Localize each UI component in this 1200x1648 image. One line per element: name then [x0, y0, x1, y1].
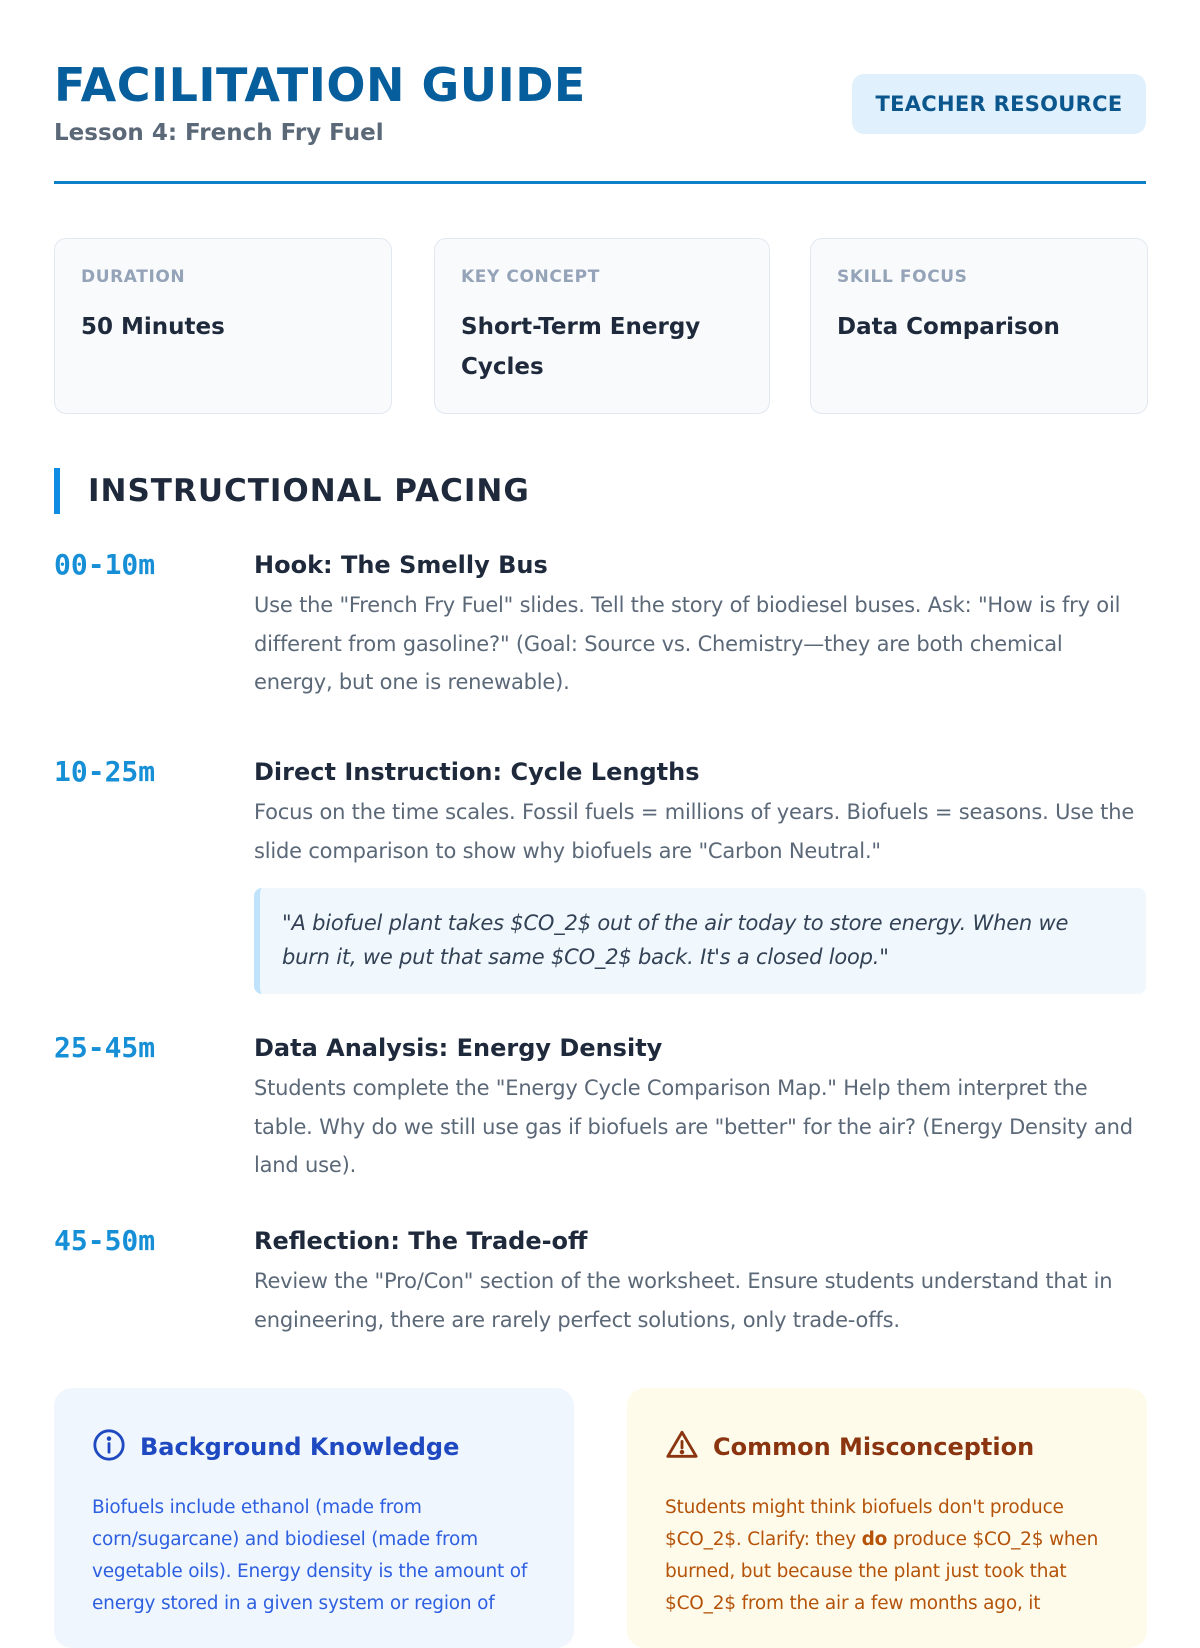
callout-emphasis: do [861, 1529, 888, 1550]
page-header [54, 0, 1146, 184]
warning-icon [665, 1428, 699, 1466]
pacing-description: Students complete the "Energy Cycle Comparison Map." Help them interpret the table. Why do we still use gas if biofuels are "better" for the air? (Energy Density and land use). [254, 1076, 1133, 1177]
callout-header [665, 1428, 1109, 1466]
pacing-content [254, 1224, 1146, 1339]
card-value: Short-Term Energy Cycles [461, 314, 701, 380]
pacing-description: Focus on the time scales. Fossil fuels = millions of years. Biofuels = seasons. Use the slide comparison to show why biofuels are "Carbon Neutral." [254, 800, 1135, 863]
page-title: FACILITATION GUIDE [54, 58, 586, 112]
card-label: DURATION [81, 267, 186, 287]
duration-card [54, 238, 392, 414]
callout-text-part: Students might think biofuels don't produce $CO_2$. Clarify: they [665, 1497, 1064, 1550]
card-label: KEY CONCEPT [461, 267, 600, 287]
pacing-description: Use the "French Fry Fuel" slides. Tell the story of biodiesel buses. Ask: "How is fry oil different from gasoline?" (Goal: Source vs. Chemistry—they are both chemical energy, but one is renewable). [254, 593, 1121, 694]
pacing-title: Direct Instruction: Cycle Lengths [254, 758, 700, 786]
background-knowledge-callout [54, 1388, 574, 1648]
lesson-subtitle: Lesson 4: French Fry Fuel [54, 120, 384, 146]
time-range: 00-10m [54, 548, 156, 581]
callout-text-part: produce $CO_2$ when burned, but because the plant just took that $CO_2$ from the air a few months ago, it [665, 1529, 1099, 1614]
teacher-resource-badge: TEACHER RESOURCE [852, 74, 1146, 134]
instructional-pacing-heading: INSTRUCTIONAL PACING [54, 468, 530, 514]
pacing-title: Data Analysis: Energy Density [254, 1034, 663, 1062]
callout-title: Common Misconception [713, 1433, 1035, 1461]
card-label: SKILL FOCUS [837, 267, 968, 287]
pacing-content [254, 755, 1146, 994]
callout-title: Background Knowledge [140, 1433, 460, 1461]
teacher-quote: "A biofuel plant takes $CO_2$ out of the air today to store energy. When we burn it, we put that same $CO_2$ back. It's a closed loop." [254, 888, 1146, 994]
info-cards [54, 238, 1146, 414]
pacing-description: Review the "Pro/Con" section of the worksheet. Ensure students understand that in engineering, there are rarely perfect solutions, only trade-offs. [254, 1269, 1113, 1332]
common-misconception-callout [627, 1388, 1147, 1648]
skill-focus-card [810, 238, 1148, 414]
card-value: Data Comparison [837, 314, 1060, 340]
time-range: 45-50m [54, 1224, 156, 1257]
pacing-title: Reflection: The Trade-off [254, 1227, 588, 1255]
pacing-content [254, 1031, 1146, 1185]
callout-header [92, 1428, 536, 1466]
time-range: 10-25m [54, 755, 156, 788]
key-concept-card [434, 238, 770, 414]
info-icon [92, 1428, 126, 1466]
card-value: 50 Minutes [81, 314, 225, 340]
callout-text: Biofuels include ethanol (made from corn/sugarcane) and biodiesel (made from vegetable oils). Energy density is the amount of energy stored in a given system or region of [92, 1497, 528, 1614]
pacing-content [254, 548, 1146, 702]
time-range: 25-45m [54, 1031, 156, 1064]
pacing-title: Hook: The Smelly Bus [254, 551, 548, 579]
callout-text [665, 1492, 1109, 1620]
